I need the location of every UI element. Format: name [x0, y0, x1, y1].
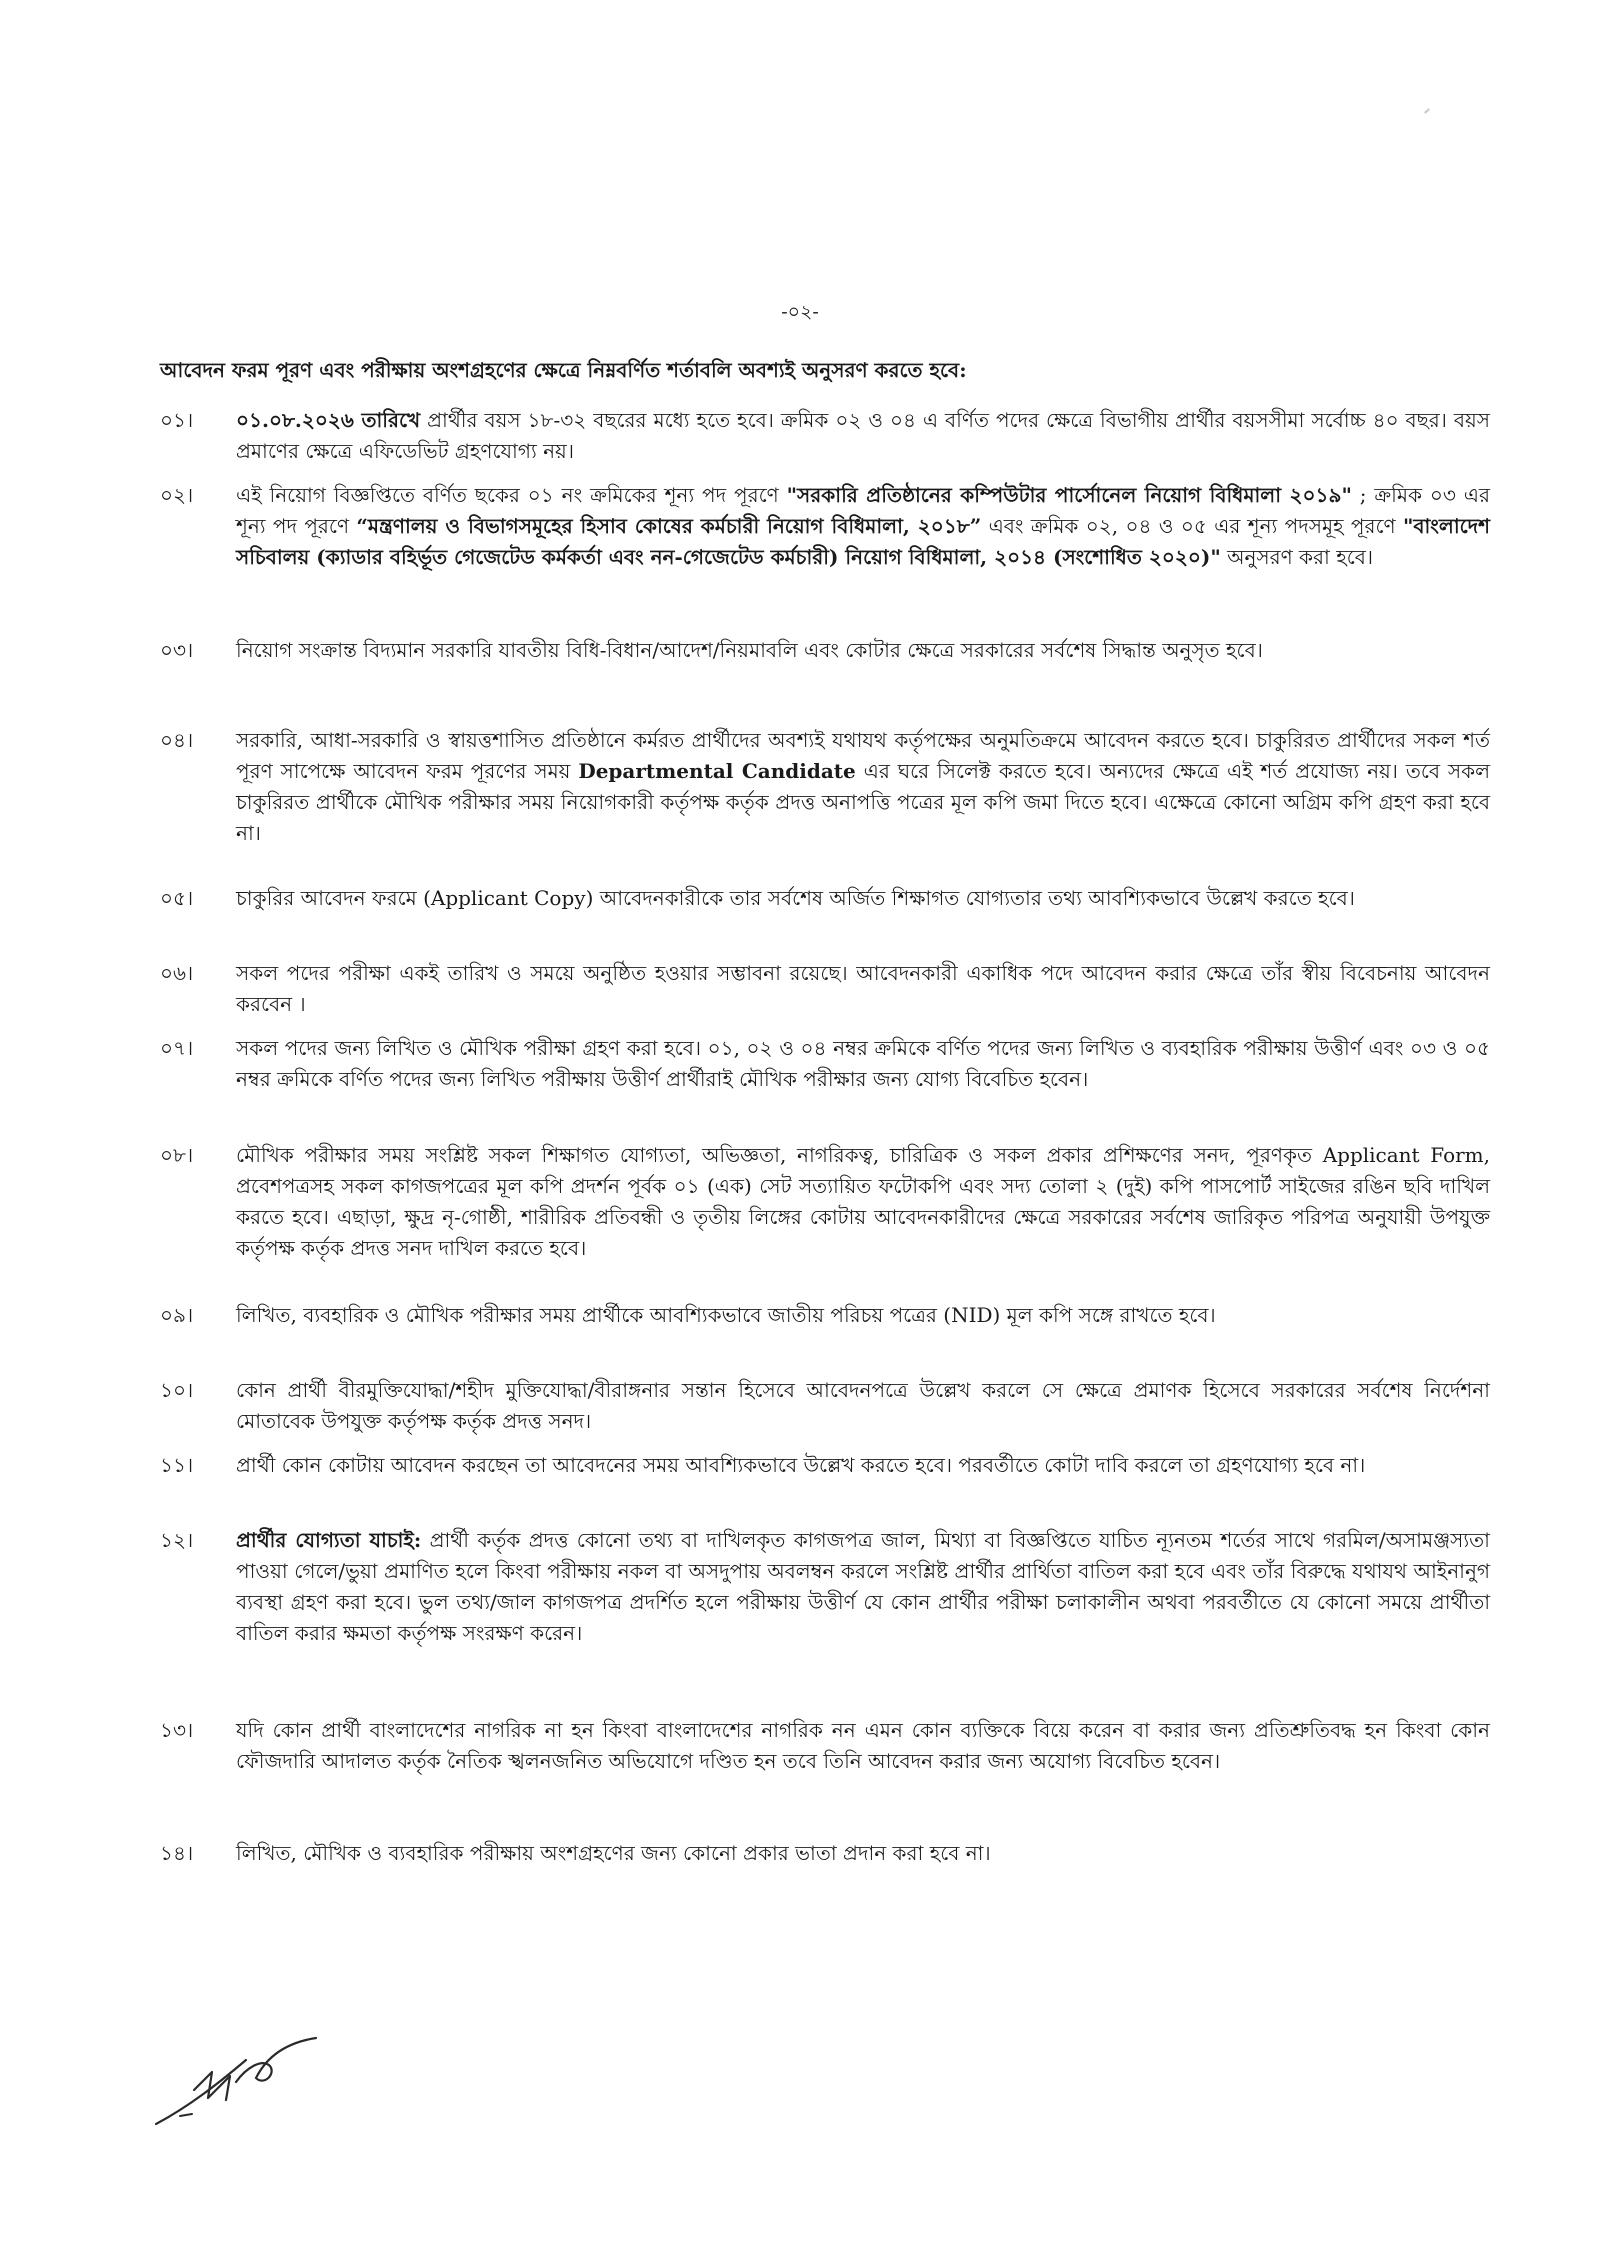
- condition-text: যদি কোন প্রার্থী বাংলাদেশের নাগরিক না হন কিংবা বাংলাদেশের নাগরিক নন এমন কোন ব্যক্তিকে বিয়ে করেন বা করার জন্য প্রতিশ্রুতিবদ্ধ হন কিংবা কোন ফৌজদারি আদালত কর্তৃক নৈতিক স্খলনজনিত অভিযোগে দণ্ডিত হন তবে তিনি আবেদন করার জন্য অযোগ্য বিবেচিত হবেন।: [236, 1718, 1490, 1773]
- condition-number: ০৫।: [160, 886, 194, 910]
- condition-number: ০৮।: [160, 1143, 194, 1167]
- rule-title: “মন্ত্রণালয় ও বিভাগসমূহের হিসাব কোষের কর্মচারী নিয়োগ বিধিমালা, ২০১৮”: [356, 514, 982, 538]
- page-number: -০২-: [781, 301, 819, 323]
- condition-05: [160, 883, 1490, 914]
- condition-number: ১১।: [160, 1453, 194, 1477]
- condition-text: লিখিত, মৌখিক ও ব্যবহারিক পরীক্ষায় অংশগ্রহণের জন্য কোনো প্রকার ভাতা প্রদান করা হবে না।: [236, 1841, 991, 1865]
- condition-number: ০৩।: [160, 638, 194, 662]
- condition-02: [160, 480, 1490, 573]
- condition-06: [160, 958, 1490, 1020]
- condition-text: সকল পদের পরীক্ষা একই তারিখ ও সময়ে অনুষ্ঠিত হওয়ার সম্ভাবনা রয়েছে। আবেদনকারী একাধিক পদে আবেদন করার ক্ষেত্রে তাঁর স্বীয় বিবেচনায় আবেদন করবেন ।: [236, 961, 1490, 1016]
- condition-11: [160, 1450, 1490, 1481]
- condition-number: ০১।: [160, 408, 194, 432]
- condition-number: ১০।: [160, 1378, 194, 1402]
- condition-text: ০১.০৮.২০২৬ তারিখে প্রার্থীর বয়স ১৮-৩২ বছরের মধ্যে হতে হবে। ক্রমিক ০২ ও ০৪ এ বর্ণিত পদের ক্ষেত্রে বিভাগীয় প্রার্থীর বয়সসীমা সর্বোচ্চ ৪০ বছর। বয়স প্রমাণের ক্ষেত্রে এফিডেভিট গ্রহণযোগ্য নয়।: [236, 408, 1490, 463]
- condition-09: [160, 1300, 1490, 1331]
- signature: [150, 2020, 340, 2130]
- rule-title: "বাংলাদেশ সচিবালয় (ক্যাডার বহির্ভূত গেজেটেড কর্মকর্তা এবং নন-গেজেটেড কর্মচারী) নিয়োগ বিধিমালা, ২০১৪ (সংশোধিত ২০২০)": [236, 514, 1490, 569]
- condition-number: ১৪।: [160, 1841, 194, 1865]
- rule-title: "সরকারি প্রতিষ্ঠানের কম্পিউটার পার্সোনেল নিয়োগ বিধিমালা ২০১৯": [786, 483, 1352, 507]
- condition-text: নিয়োগ সংক্রান্ত বিদ্যমান সরকারি যাবতীয় বিধি-বিধান/আদেশ/নিয়মাবলি এবং কোটার ক্ষেত্রে সরকারের সর্বশেষ সিদ্ধান্ত অনুসৃত হবে।: [236, 638, 1263, 662]
- condition-13: [160, 1715, 1490, 1777]
- condition-number: ০৭।: [160, 1036, 194, 1060]
- condition-01: [160, 405, 1490, 467]
- condition-text: সকল পদের জন্য লিখিত ও মৌখিক পরীক্ষা গ্রহণ করা হবে। ০১, ০২ ও ০৪ নম্বর ক্রমিকে বর্ণিত পদের জন্য লিখিত ও ব্যবহারিক পরীক্ষায় উত্তীর্ণ এবং ০৩ ও ০৫ নম্বর ক্রমিকে বর্ণিত পদের জন্য লিখিত পরীক্ষায় উত্তীর্ণ প্রার্থীরাই মৌখিক পরীক্ষার জন্য যোগ্য বিবেচিত হবেন।: [236, 1036, 1490, 1091]
- condition-text: এই নিয়োগ বিজ্ঞপ্তিতে বর্ণিত ছকের ০১ নং ক্রমিকের শূন্য পদ পূরণে "সরকারি প্রতিষ্ঠানের কম্পিউটার পার্সোনেল নিয়োগ বিধিমালা ২০১৯" ; ক্রমিক ০৩ এর শূন্য পদ পূরণে “মন্ত্রণালয় ও বিভাগসমূহের হিসাব কোষের কর্মচারী নিয়োগ বিধিমালা, ২০১৮” এবং ক্রমিক ০২, ০৪ ও ০৫ এর শূন্য পদসমূহ পূরণে "বাংলাদেশ সচিবালয় (ক্যাডার বহির্ভূত গেজেটেড কর্মকর্তা এবং নন-গেজেটেড কর্মচারী) নিয়োগ বিধিমালা, ২০১৪ (সংশোধিত ২০২০)" অনুসরণ করা হবে।: [236, 483, 1490, 569]
- condition-12: [160, 1525, 1490, 1649]
- condition-text: প্রার্থীর যোগ্যতা যাচাই: প্রার্থী কর্তৃক প্রদত্ত কোনো তথ্য বা দাখিলকৃত কাগজপত্র জাল, মিথ্যা বা বিজ্ঞপ্তিতে যাচিত ন্যূনতম শর্তের সাথে গরমিল/অসামঞ্জস্যতা পাওয়া গেলে/ভুয়া প্রমাণিত হলে কিংবা পরীক্ষায় নকল বা অসদুপায় অবলম্বন করলে সংশ্লিষ্ট প্রার্থীর প্রার্থিতা বাতিল করা হবে এবং তাঁর বিরুদ্ধে যথাযথ আইনানুগ ব্যবস্থা গ্রহণ করা হবে। ভুল তথ্য/জাল কাগজপত্র প্রদর্শিত হলে পরীক্ষায় উত্তীর্ণ যে কোন প্রার্থীর পরীক্ষা চলাকালীন অথবা পরবর্তীতে যে কোনো সময়ে প্রার্থীতা বাতিল করার ক্ষমতা কর্তৃপক্ষ সংরক্ষণ করেন।: [236, 1528, 1490, 1645]
- condition-text: কোন প্রার্থী বীরমুক্তিযোদ্ধা/শহীদ মুক্তিযোদ্ধা/বীরাঙ্গনার সন্তান হিসেবে আবেদনপত্রে উল্লেখ করলে সে ক্ষেত্রে প্রমাণক হিসেবে সরকারের সর্বশেষ নির্দেশনা মোতাবেক উপযুক্ত কর্তৃপক্ষ কর্তৃক প্রদত্ত সনদ।: [236, 1378, 1490, 1433]
- condition-number: ০২।: [160, 483, 194, 507]
- condition-14: [160, 1838, 1490, 1869]
- condition-07: [160, 1033, 1490, 1095]
- condition-08: [160, 1140, 1490, 1264]
- eligibility-verification-title: প্রার্থীর যোগ্যতা যাচাই:: [236, 1528, 422, 1552]
- conditions-heading: আবেদন ফরম পূরণ এবং পরীক্ষায় অংশগ্রহণের ক্ষেত্রে নিম্নবর্ণিত শর্তাবলি অবশ্যই অনুসরণ করতে হবে:: [160, 358, 967, 382]
- condition-number: ০৪।: [160, 728, 194, 752]
- condition-04: [160, 725, 1490, 849]
- condition-date: ০১.০৮.২০২৬ তারিখে: [236, 408, 421, 432]
- condition-number: ১৩।: [160, 1718, 194, 1742]
- condition-03: [160, 635, 1490, 666]
- condition-text: সরকারি, আধা-সরকারি ও স্বায়ত্তশাসিত প্রতিষ্ঠানে কর্মরত প্রার্থীদের অবশ্যই যথাযথ কর্তৃপক্ষের অনুমতিক্রমে আবেদন করতে হবে। চাকুরিরত প্রার্থীদের সকল শর্ত পূরণ সাপেক্ষে আবেদন ফরম পূরণের সময় Departmental Candidate এর ঘরে সিলেক্ট করতে হবে। অন্যদের ক্ষেত্রে এই শর্ত প্রযোজ্য নয়। তবে সকল চাকুরিরত প্রার্থীকে মৌখিক পরীক্ষার সময় নিয়োগকারী কর্তৃপক্ষ কর্তৃক প্রদত্ত অনাপত্তি পত্রের মূল কপি জমা দিতে হবে। এক্ষেত্রে কোনো অগ্রিম কপি গ্রহণ করা হবে না।: [236, 728, 1490, 845]
- condition-10: [160, 1375, 1490, 1437]
- condition-number: ১২।: [160, 1528, 194, 1552]
- condition-text: প্রার্থী কোন কোটায় আবেদন করছেন তা আবেদনের সময় আবশ্যিকভাবে উল্লেখ করতে হবে। পরবর্তীতে কোটা দাবি করলে তা গ্রহণযোগ্য হবে না।: [236, 1453, 1366, 1477]
- condition-text: মৌখিক পরীক্ষার সময় সংশ্লিষ্ট সকল শিক্ষাগত যোগ্যতা, অভিজ্ঞতা, নাগরিকত্ব, চারিত্রিক ও সকল প্রকার প্রশিক্ষণের সনদ, পূরণকৃত Applicant Form, প্রবেশপত্রসহ সকল কাগজপত্রের মূল কপি প্রদর্শন পূর্বক ০১ (এক) সেট সত্যায়িত ফটোকপি এবং সদ্য তোলা ২ (দুই) কপি পাসপোর্ট সাইজের রঙিন ছবি দাখিল করতে হবে। এছাড়া, ক্ষুদ্র নৃ-গোষ্ঠী, শারীরিক প্রতিবন্ধী ও তৃতীয় লিঙ্গের কোটায় আবেদনকারীদের ক্ষেত্রে সরকারের সর্বশেষ জারিকৃত পরিপত্র অনুযায়ী উপযুক্ত কর্তৃপক্ষ কর্তৃক প্রদত্ত সনদ দাখিল করতে হবে।: [236, 1143, 1490, 1260]
- condition-text: লিখিত, ব্যবহারিক ও মৌখিক পরীক্ষার সময় প্রার্থীকে আবশ্যিকভাবে জাতীয় পরিচয় পত্রের (NID) মূল কপি সঙ্গে রাখতে হবে।: [236, 1303, 1216, 1327]
- departmental-candidate-label: Departmental Candidate: [578, 759, 856, 783]
- condition-text: চাকুরির আবেদন ফরমে (Applicant Copy) আবেদনকারীকে তার সর্বশেষ অর্জিত শিক্ষাগত যোগ্যতার তথ্য আবশ্যিকভাবে উল্লেখ করতে হবে।: [236, 886, 1355, 910]
- condition-number: ০৬।: [160, 961, 194, 985]
- scan-mark: [1424, 108, 1430, 113]
- condition-number: ০৯।: [160, 1303, 194, 1327]
